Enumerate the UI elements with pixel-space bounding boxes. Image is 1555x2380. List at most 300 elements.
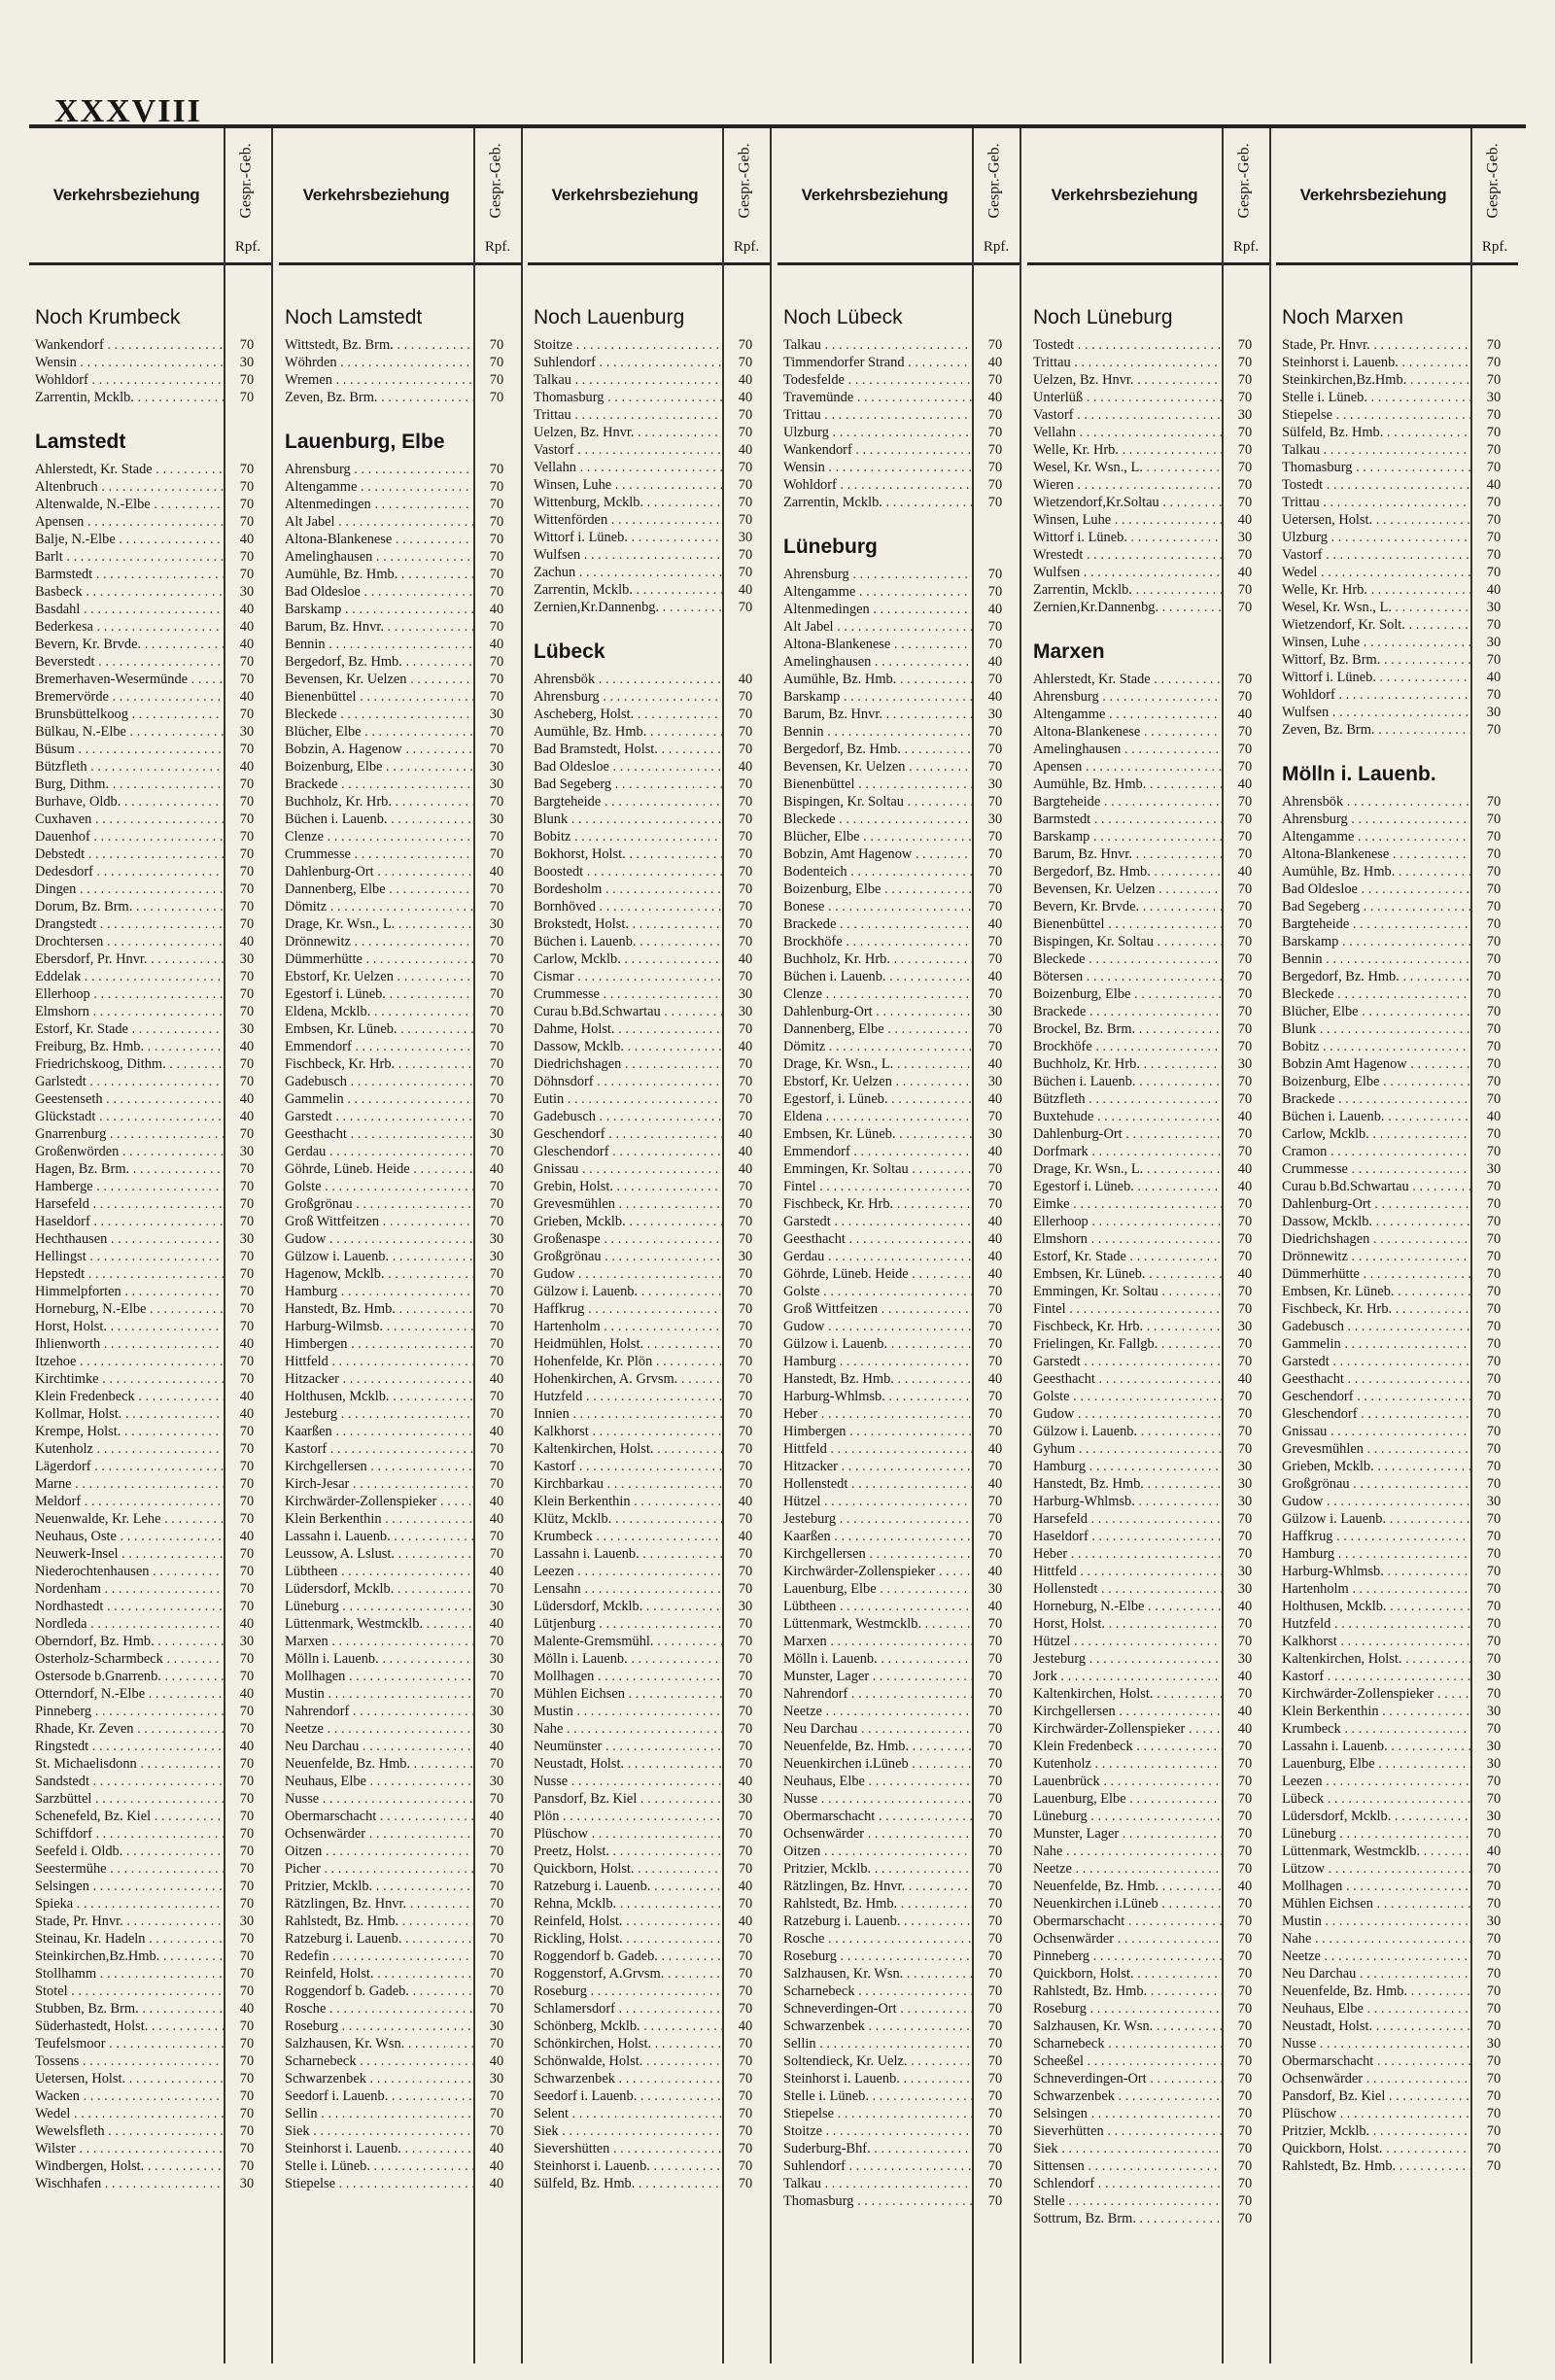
fee-value: 40 — [239, 689, 255, 705]
place-name: Emmingen, Kr. Soltau . . . — [1033, 1283, 1222, 1300]
fee-value: 70 — [987, 567, 1003, 582]
header-fee — [976, 132, 1015, 229]
list-item — [778, 1265, 1019, 1283]
header-fee-label: Gespr.-Geb. — [238, 143, 255, 219]
list-item — [279, 793, 521, 811]
place-name: Heber . . . — [1033, 1545, 1222, 1563]
place-name: Harburg-Wilmsb. . . . — [285, 1318, 473, 1335]
place-name: Ochsenwärder . . . — [285, 1825, 473, 1843]
place-name: Quickborn, Holst. . . . — [1282, 2140, 1470, 2157]
place-name: Munster, Lager . . . — [1033, 1825, 1222, 1843]
fee-value: 70 — [738, 776, 753, 792]
fee-value: 40 — [1237, 864, 1253, 880]
fee-value: 30 — [987, 1074, 1003, 1089]
place-name: Ellerhoop . . . — [35, 985, 224, 1003]
fee-value: 70 — [239, 654, 255, 670]
place-name: Neuenkirchen i.Lüneb . . . — [1033, 1895, 1222, 1913]
place-name: Sottrum, Bz. Brm. . . . — [1033, 2210, 1222, 2227]
fee-value: 70 — [239, 1651, 255, 1667]
fee-value: 70 — [1237, 724, 1253, 740]
place-name: Mölln i. Lauenb. . . . — [783, 1650, 972, 1668]
place-name: Zeven, Bz. Brm. . . . — [1282, 721, 1470, 739]
fee-value: 70 — [738, 1581, 753, 1597]
place-name: Bremerhaven-Wesermünde . . . — [35, 671, 224, 688]
place-name: Burhave, Oldb. . . . — [35, 793, 224, 811]
place-name: Barum, Bz. Hnvr. . . . — [285, 618, 473, 636]
place-name: Lüttenmark, Westmcklb. . . . — [783, 1615, 972, 1633]
fee-value: 30 — [489, 1651, 504, 1667]
place-name: Drochtersen . . . — [35, 933, 224, 950]
list-item — [279, 478, 521, 496]
place-name: Holthusen, Mcklb. . . . — [1282, 1598, 1470, 1615]
place-name: Jesteburg . . . — [285, 1405, 473, 1423]
fee-value: 70 — [239, 337, 255, 353]
list-item — [1276, 1458, 1518, 1475]
list-item — [778, 1580, 1019, 1598]
list-item — [528, 793, 770, 811]
place-name: Roggendorf b. Gadeb. . . . — [534, 1948, 722, 1965]
place-name: Mustin . . . — [534, 1703, 722, 1720]
list-item — [279, 653, 521, 671]
list-item — [29, 636, 271, 653]
list-item — [528, 1965, 770, 1983]
fee-value: 70 — [738, 1074, 753, 1089]
fee-value: 40 — [489, 1809, 504, 1824]
list-item — [1027, 793, 1269, 811]
place-name: Kaltenkirchen, Holst. . . . — [1033, 1685, 1222, 1703]
list-item — [778, 793, 1019, 811]
list-item — [1027, 2087, 1269, 2105]
fee-value: 70 — [1237, 881, 1253, 897]
fee-value: 70 — [489, 742, 504, 757]
list-item — [528, 1755, 770, 1773]
list-item — [29, 985, 271, 1003]
place-name: Barskamp . . . — [1282, 933, 1470, 950]
fee-value: 40 — [239, 1616, 255, 1632]
list-item — [778, 1458, 1019, 1475]
header-unit: Rpf. — [1481, 239, 1508, 255]
list-item — [528, 1388, 770, 1405]
place-name: Munster, Lager . . . — [783, 1668, 972, 1685]
list-item — [528, 741, 770, 758]
fee-value: 70 — [987, 1354, 1003, 1369]
place-name: Gudow . . . — [1282, 1493, 1470, 1510]
list-item — [279, 845, 521, 863]
fee-value: 30 — [239, 1231, 255, 1247]
fee-value: 70 — [239, 462, 255, 477]
list-item — [29, 688, 271, 706]
fee-value: 70 — [987, 1966, 1003, 1982]
fee-value: 70 — [987, 1616, 1003, 1632]
fee-value: 70 — [738, 1214, 753, 1229]
fee-value: 70 — [489, 899, 504, 914]
list-item — [1276, 1073, 1518, 1090]
list-item — [29, 1615, 271, 1633]
list-item — [1027, 915, 1269, 933]
list-item — [1027, 1773, 1269, 1790]
fee-value: 30 — [239, 2176, 255, 2191]
place-name: Drage, Kr. Wsn., L. . . . — [783, 1055, 972, 1073]
place-name: Eutin . . . — [534, 1090, 722, 1108]
fee-value: 70 — [987, 829, 1003, 845]
place-name: Tostedt . . . — [1033, 336, 1222, 354]
place-name: Aumühle, Bz. Hmb. . . . — [1282, 863, 1470, 880]
place-name: Ahrensburg . . . — [783, 566, 972, 583]
fee-value: 70 — [738, 2088, 753, 2104]
list-item — [778, 758, 1019, 776]
list-item — [528, 1055, 770, 1073]
fee-value: 70 — [1237, 2141, 1253, 2156]
list-item — [279, 1020, 521, 1038]
fee-value: 70 — [1486, 2123, 1502, 2139]
place-name: Salzhausen, Kr. Wsn. . . . — [783, 1965, 972, 1983]
list-item — [29, 2157, 271, 2175]
list-item — [279, 706, 521, 723]
fee-value: 40 — [239, 1529, 255, 1544]
place-name: Buxtehude . . . — [1033, 1108, 1222, 1125]
place-name: Ochsenwärder . . . — [1033, 1930, 1222, 1948]
fee-value: 70 — [1237, 1004, 1253, 1019]
list-item — [778, 406, 1019, 424]
fee-value: 30 — [1486, 705, 1502, 720]
list-item — [279, 1895, 521, 1913]
place-name: Stelle . . . — [1033, 2192, 1222, 2210]
fee-value: 70 — [987, 2053, 1003, 2069]
place-name: Vastorf . . . — [1282, 546, 1470, 564]
list-item — [778, 1195, 1019, 1213]
fee-value: 70 — [987, 495, 1003, 510]
list-item — [29, 371, 271, 389]
fee-value: 70 — [1237, 1126, 1253, 1142]
place-name: Fintel . . . — [1033, 1300, 1222, 1318]
place-name: Lassahn i. Lauenb. . . . — [1282, 1738, 1470, 1755]
place-name: Carlow, Mcklb. . . . — [534, 950, 722, 968]
list-item — [778, 1160, 1019, 1178]
fee-value: 30 — [738, 530, 753, 545]
list-item — [528, 1405, 770, 1423]
fee-value: 40 — [1237, 1599, 1253, 1614]
list-item — [1276, 494, 1518, 511]
place-name: Eldena, Mcklb. . . . — [285, 1003, 473, 1020]
fee-value: 40 — [987, 1476, 1003, 1492]
fee-value: 30 — [489, 1721, 504, 1737]
column-entries — [1027, 282, 1269, 2227]
place-name: Talkau . . . — [534, 371, 722, 389]
place-name: Bützfleth . . . — [35, 758, 224, 776]
place-name: Schwarzenbek . . . — [285, 2070, 473, 2087]
place-name: Sievershütten . . . — [534, 2140, 722, 2157]
fee-value: 40 — [489, 864, 504, 880]
fee-value: 40 — [1237, 707, 1253, 722]
place-name: Wensin . . . — [35, 354, 224, 371]
place-name: Horst, Holst. . . . — [35, 1318, 224, 1335]
place-name: Malente-Gremsmühl. . . . — [534, 1633, 722, 1650]
place-name: Horst, Holst. . . . — [1033, 1615, 1222, 1633]
fee-value: 30 — [1486, 635, 1502, 650]
fee-value: 70 — [489, 1791, 504, 1807]
list-item — [1027, 671, 1269, 688]
place-name: Ebstorf, Kr. Uelzen . . . — [783, 1073, 972, 1090]
section-title: Noch Lübeck — [783, 306, 903, 328]
fee-value: 40 — [1237, 1109, 1253, 1124]
fee-value: 70 — [239, 916, 255, 932]
fee-value: 70 — [489, 1861, 504, 1877]
fee-value: 70 — [1486, 1004, 1502, 1019]
fee-value: 30 — [1237, 1564, 1253, 1579]
fee-value: 70 — [489, 951, 504, 967]
list-item — [1276, 406, 1518, 424]
fee-value: 70 — [1486, 512, 1502, 528]
list-item — [1027, 1703, 1269, 1720]
place-name: Geschendorf . . . — [1282, 1388, 1470, 1405]
place-name: Sarzbüttel . . . — [35, 1790, 224, 1808]
list-item — [1027, 1020, 1269, 1038]
fee-value: 70 — [987, 724, 1003, 740]
fee-value: 70 — [1237, 1441, 1253, 1457]
list-item — [1276, 546, 1518, 564]
list-item — [1027, 2070, 1269, 2087]
list-item — [1276, 2105, 1518, 2122]
fee-value: 70 — [987, 1546, 1003, 1562]
fee-value: 70 — [738, 724, 753, 740]
fee-value: 30 — [489, 1249, 504, 1264]
place-name: Garlstedt . . . — [35, 1073, 224, 1090]
place-name: Neuenfelde, Bz. Hmb. . . . — [1282, 1983, 1470, 2000]
list-item — [1027, 1353, 1269, 1370]
place-name: Hamburg . . . — [285, 1283, 473, 1300]
list-item — [279, 898, 521, 915]
place-name: Amelinghausen . . . — [1033, 741, 1222, 758]
place-name: Spieka . . . — [35, 1895, 224, 1913]
place-name: Kastorf . . . — [285, 1440, 473, 1458]
list-item — [1276, 1388, 1518, 1405]
list-item — [778, 2070, 1019, 2087]
list-item — [1027, 1195, 1269, 1213]
fee-value: 70 — [738, 1966, 753, 1982]
place-name: Krempe, Holst. . . . — [35, 1423, 224, 1440]
place-name: Wischhafen . . . — [35, 2175, 224, 2192]
header-relation: Verkehrsbeziehung — [1276, 128, 1472, 262]
fee-value: 70 — [738, 811, 753, 827]
list-item — [1027, 1528, 1269, 1545]
fee-value: 70 — [1237, 934, 1253, 949]
fee-value: 70 — [987, 372, 1003, 388]
list-item — [1027, 1125, 1269, 1143]
place-name: Brockel, Bz. Brm. . . . — [1033, 1020, 1222, 1038]
place-name: Mölln i. Lauenb. . . . — [534, 1650, 722, 1668]
place-name: Uetersen, Holst. . . . — [1282, 511, 1470, 529]
fee-value: 40 — [1237, 1721, 1253, 1737]
list-item — [29, 671, 271, 688]
list-item — [279, 688, 521, 706]
place-name: Bobzin, Amt Hagenow . . . — [783, 845, 972, 863]
place-name: Hutzfeld . . . — [534, 1388, 722, 1405]
list-item — [1276, 1318, 1518, 1335]
fee-value: 70 — [738, 425, 753, 440]
column-header — [279, 128, 521, 265]
fee-value: 70 — [738, 2123, 753, 2139]
fee-value: 70 — [738, 969, 753, 984]
fee-value: 70 — [489, 1336, 504, 1352]
place-name: Fischbeck, Kr. Hrb. . . . — [1282, 1300, 1470, 1318]
fee-value: 70 — [1486, 1931, 1502, 1947]
fee-value: 70 — [489, 1074, 504, 1089]
fee-value: 70 — [239, 1459, 255, 1474]
place-name: Blücher, Elbe . . . — [1282, 1003, 1470, 1020]
list-item — [1027, 1160, 1269, 1178]
list-item — [279, 2157, 521, 2175]
place-name: Hützel . . . — [1033, 1633, 1222, 1650]
list-item — [279, 371, 521, 389]
page-number: XXXVIII — [54, 93, 202, 129]
list-item — [1027, 2140, 1269, 2157]
fee-value: 70 — [1486, 355, 1502, 370]
fee-value: 40 — [239, 1091, 255, 1107]
fee-value: 40 — [239, 1109, 255, 1124]
list-item — [29, 1860, 271, 1878]
fee-value: 70 — [738, 1424, 753, 1439]
fee-value: 70 — [489, 1931, 504, 1947]
list-item — [528, 1423, 770, 1440]
fee-value: 70 — [239, 1284, 255, 1299]
place-name: Balje, N.-Elbe . . . — [35, 531, 224, 548]
list-item — [1027, 828, 1269, 845]
list-item — [279, 1615, 521, 1633]
list-item — [528, 1213, 770, 1230]
list-item — [279, 915, 521, 933]
place-name: Wremen . . . — [285, 371, 473, 389]
fee-value: 30 — [489, 1774, 504, 1789]
fee-value: 70 — [987, 1424, 1003, 1439]
fee-value: 40 — [489, 637, 504, 652]
place-name: Bordesholm . . . — [534, 880, 722, 898]
place-name: Neuenwalde, Kr. Lehe . . . — [35, 1510, 224, 1528]
fee-value: 70 — [738, 1179, 753, 1194]
list-item — [1276, 1755, 1518, 1773]
list-item — [778, 1895, 1019, 1913]
list-item — [279, 1843, 521, 1860]
fee-value: 70 — [1237, 1074, 1253, 1089]
list-item — [1276, 1738, 1518, 1755]
fee-value: 40 — [987, 1214, 1003, 1229]
list-item — [29, 1738, 271, 1755]
list-item — [1027, 1405, 1269, 1423]
place-name: Debstedt . . . — [35, 845, 224, 863]
place-name: Apensen . . . — [35, 513, 224, 531]
place-name: Steinkirchen,Bz.Hmb. . . . — [35, 1948, 224, 1965]
fee-value: 70 — [489, 1144, 504, 1159]
place-name: Wittorf i. Lüneb. . . . — [1033, 529, 1222, 546]
place-name: Schwarzenbek . . . — [534, 2070, 722, 2087]
fee-value: 30 — [738, 1599, 753, 1614]
list-item — [1027, 1213, 1269, 1230]
list-item — [279, 1370, 521, 1388]
list-item — [528, 459, 770, 476]
column-entries — [279, 282, 521, 2192]
list-item — [1276, 1720, 1518, 1738]
fee-value: 70 — [1237, 672, 1253, 687]
list-item — [1276, 950, 1518, 968]
fee-value: 70 — [987, 2001, 1003, 2017]
fee-value: 70 — [738, 1109, 753, 1124]
list-item — [778, 1090, 1019, 1108]
list-item — [29, 1230, 271, 1248]
place-name: Geestenseth . . . — [35, 1090, 224, 1108]
list-item — [1027, 985, 1269, 1003]
place-name: Hanstedt, Bz. Hmb. . . . — [285, 1300, 473, 1318]
list-item — [279, 1475, 521, 1493]
place-name: Wittorf i. Lüneb. . . . — [534, 529, 722, 546]
list-item — [528, 599, 770, 616]
fee-value: 40 — [738, 672, 753, 687]
list-item — [778, 2175, 1019, 2192]
list-item — [1276, 721, 1518, 739]
list-item — [1027, 494, 1269, 511]
fee-value: 70 — [738, 1983, 753, 1999]
fee-value: 70 — [1486, 460, 1502, 475]
place-name: Altona-Blankenese . . . — [783, 636, 972, 653]
list-item — [279, 583, 521, 601]
place-name: Crummesse . . . — [1282, 1160, 1470, 1178]
place-name: Lägerdorf . . . — [35, 1458, 224, 1475]
fee-value: 70 — [1237, 1231, 1253, 1247]
fee-value: 70 — [738, 1739, 753, 1754]
fee-value: 70 — [489, 1826, 504, 1842]
list-item — [528, 2157, 770, 2175]
fee-value: 70 — [1237, 582, 1253, 598]
place-name: Wulfsen . . . — [534, 546, 722, 564]
place-name: Dahlenburg-Ort . . . — [783, 1003, 972, 1020]
place-name: Süderhastedt, Holst. . . . — [35, 2018, 224, 2035]
place-name: Lützow . . . — [1282, 1860, 1470, 1878]
place-name: Gerdau . . . — [285, 1143, 473, 1160]
place-name: Wittenförden . . . — [534, 511, 722, 529]
fee-value: 70 — [489, 969, 504, 984]
list-item — [279, 1300, 521, 1318]
list-item — [1027, 758, 1269, 776]
place-name: Gülzow i. Lauenb. . . . — [534, 1283, 722, 1300]
list-item — [528, 546, 770, 564]
place-name: Hamburg . . . — [783, 1353, 972, 1370]
fee-value: 70 — [489, 1459, 504, 1474]
list-item — [778, 1633, 1019, 1650]
fee-value: 70 — [1237, 425, 1253, 440]
list-item — [1276, 424, 1518, 441]
list-item — [279, 1458, 521, 1475]
list-item — [778, 1685, 1019, 1703]
list-item — [1276, 863, 1518, 880]
list-item — [778, 1650, 1019, 1668]
fee-value: 70 — [1486, 1126, 1502, 1142]
fee-value: 70 — [1486, 1196, 1502, 1212]
place-name: Neu Darchau . . . — [285, 1738, 473, 1755]
list-item — [1276, 371, 1518, 389]
place-name: Nordleda . . . — [35, 1615, 224, 1633]
place-name: Kirchwärder-Zollenspieker . . . — [1282, 1685, 1470, 1703]
list-item — [1027, 1948, 1269, 1965]
fee-value: 40 — [738, 1529, 753, 1544]
place-name: Embsen, Kr. Lüneb. . . . — [1282, 1283, 1470, 1300]
place-name: Gnissau . . . — [534, 1160, 722, 1178]
fee-value: 30 — [1486, 1161, 1502, 1177]
list-item — [29, 548, 271, 566]
fee-value: 70 — [239, 672, 255, 687]
fee-value: 70 — [987, 1756, 1003, 1772]
place-name: Curau b.Bd.Schwartau . . . — [534, 1003, 722, 1020]
list-item — [1276, 336, 1518, 354]
fee-value: 70 — [239, 899, 255, 914]
place-name: Bennin . . . — [1282, 950, 1470, 968]
